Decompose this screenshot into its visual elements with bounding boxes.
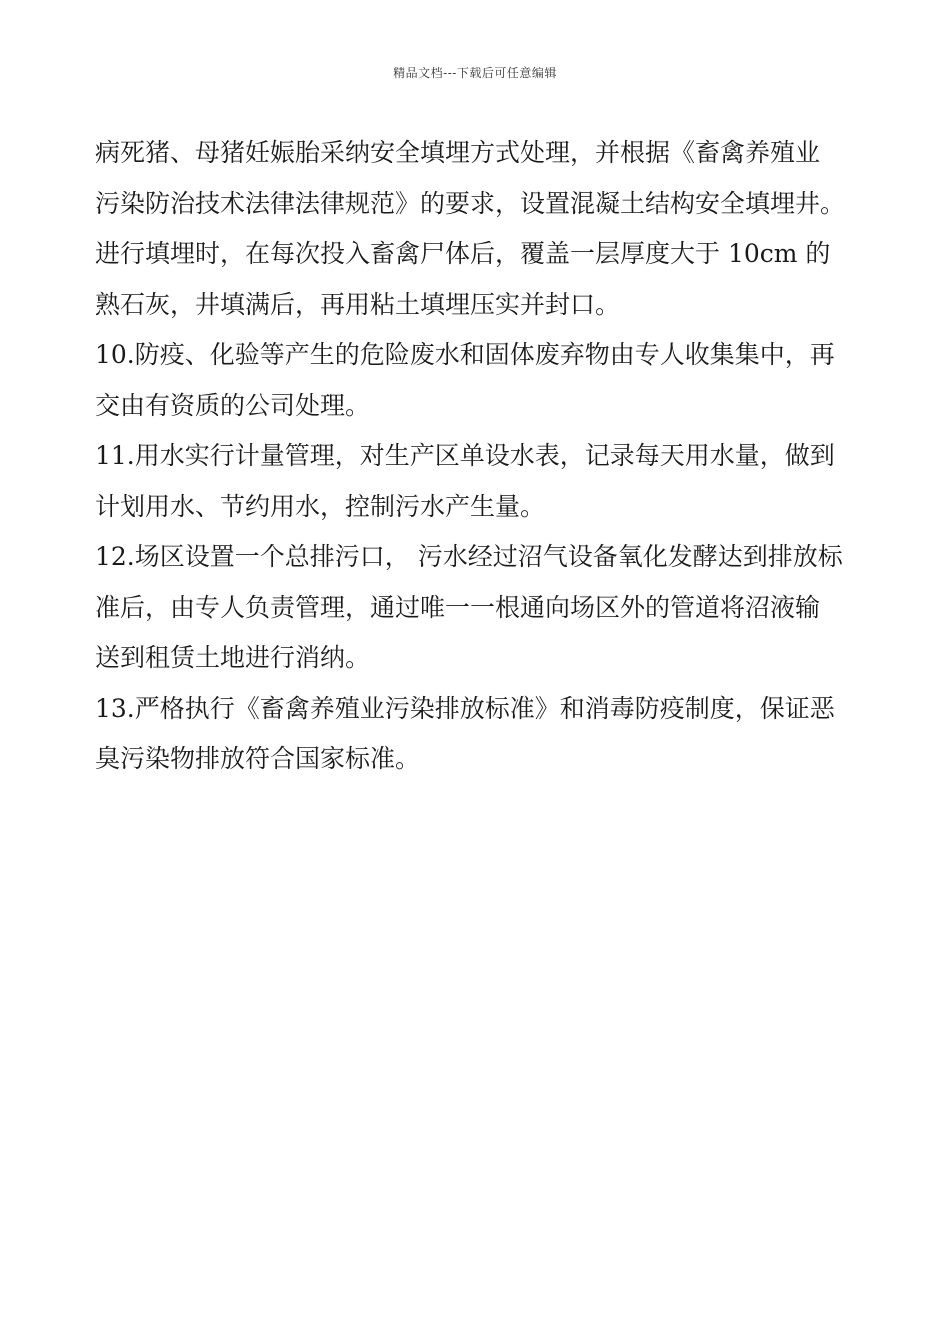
text-line: 11.用水实行计量管理，对生产区单设水表，记录每天用水量，做到 [95,441,835,470]
text-line: 交由有资质的公司处理。 [95,390,371,420]
page-header: 精品文档---下载后可任意编辑 [393,66,557,80]
text-line: 准后，由专人负责管理，通过唯一一根通向场区外的管道将沼液输 [95,592,821,622]
text-line: 10.防疫、化验等产生的危险废水和固体废弃物由专人收集集中，再 [95,340,835,369]
text-line: 臭污染物排放符合国家标准。 [95,744,421,773]
text-line: 进行填埋时，在每次投入畜禽尸体后，覆盖一层厚度大于 10cm 的 [95,239,831,268]
text-line: 13.严格执行《畜禽养殖业污染排放标准》和消毒防疫制度，保证恶 [95,693,835,723]
text-line: 病死猪、母猪妊娠胎采纳安全填埋方式处理，并根据《畜禽养殖业 [95,138,821,167]
text-line: 计划用水、节约用水，控制污水产生量。 [95,491,546,521]
text-line: 污染防治技术法律法律规范》的要求，设置混凝土结构安全填埋井。 [95,188,846,218]
document-body [95,128,870,785]
text-line: 熟石灰，井填满后，再用粘土填埋压实并封口。 [95,289,621,319]
text-line: 12.场区设置一个总排污口， 污水经过沼气设备氧化发酵达到排放标 [95,542,843,571]
text-line: 送到租赁土地进行消纳。 [95,643,371,672]
